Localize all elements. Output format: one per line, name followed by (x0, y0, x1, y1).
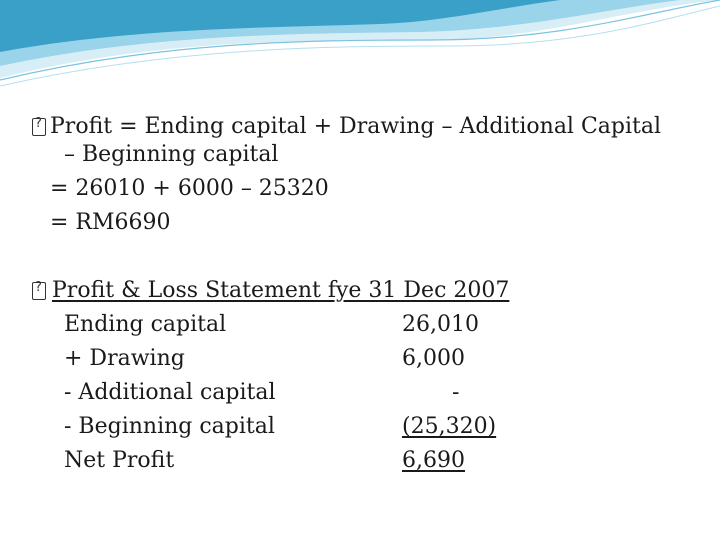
statement-row-label: Ending capital (64, 312, 227, 337)
statement-row-label: + Drawing (64, 346, 185, 371)
formula-line-4: = RM6690 (50, 210, 171, 235)
statement-title: Profit & Loss Statement fye 31 Dec 2007 (52, 278, 510, 303)
statement-row-label: - Additional capital (64, 380, 276, 405)
formula-line-3: = 26010 + 6000 – 25320 (50, 176, 329, 201)
header-wave-decoration (0, 0, 720, 90)
bullet-icon (32, 282, 46, 300)
statement-row-value: 6,000 (402, 346, 465, 371)
formula-line-1: Profit = Ending capital + Drawing – Additional Capital (50, 114, 662, 139)
statement-row-label: - Beginning capital (64, 414, 275, 439)
formula-line-2: – Beginning capital (64, 142, 279, 167)
statement-row-label: Net Profit (64, 448, 175, 473)
statement-row-value: (25,320) (402, 414, 497, 439)
statement-row-value: - (452, 380, 460, 405)
statement-row-value: 26,010 (402, 312, 479, 337)
bullet-icon (32, 118, 46, 136)
statement-row-value: 6,690 (402, 448, 465, 473)
